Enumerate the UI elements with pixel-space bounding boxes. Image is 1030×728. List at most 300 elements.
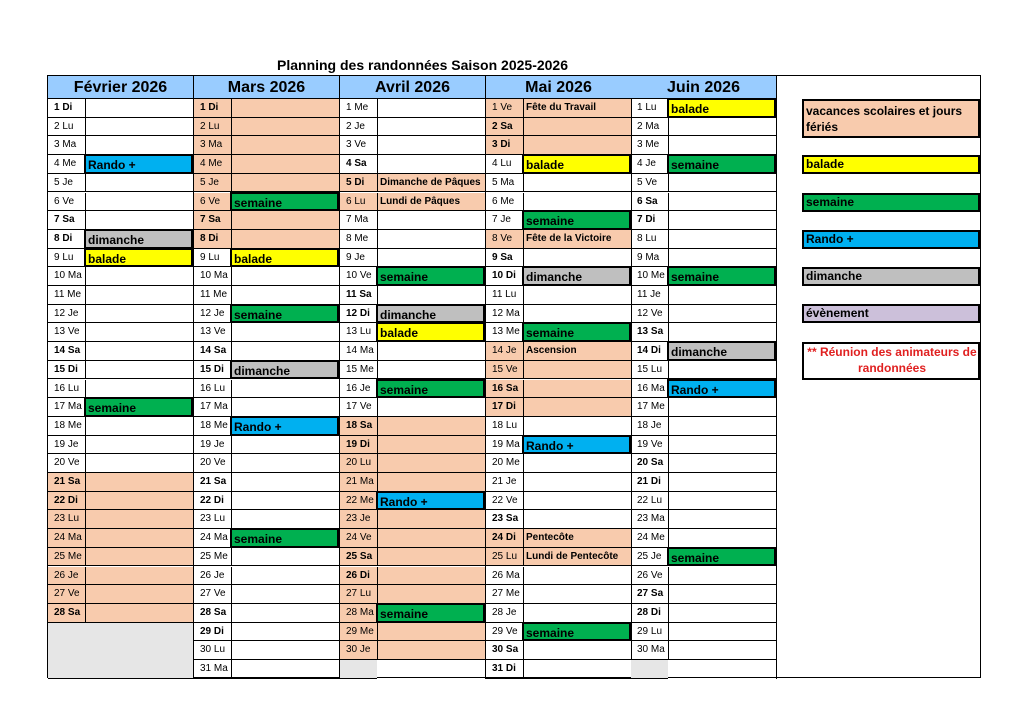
day-label: 15 Me — [346, 363, 374, 375]
day-label: 19 Je — [54, 438, 79, 450]
day-label: 25 Je — [637, 550, 662, 562]
day-label: 9 Lu — [200, 251, 220, 263]
day-row — [340, 436, 485, 455]
day-row — [631, 436, 776, 455]
day-label: 25 Sa — [346, 550, 373, 562]
day-label: 22 Me — [346, 494, 374, 506]
day-row — [340, 267, 485, 286]
day-event-cell — [668, 361, 776, 379]
day-label: 21 Di — [637, 476, 661, 487]
day-label: 11 Lu — [492, 289, 517, 300]
day-label: 1 Lu — [637, 102, 657, 113]
day-label: 10 Ma — [200, 270, 228, 282]
day-row — [486, 342, 631, 361]
day-event: Lundi de Pentecôte — [523, 548, 631, 566]
day-event-cell — [523, 136, 631, 154]
day-event-cell — [231, 567, 339, 585]
day-row — [486, 585, 631, 604]
day-row — [48, 323, 193, 342]
day-row — [631, 286, 776, 305]
day-event-cell — [377, 436, 485, 454]
day-row — [48, 99, 193, 118]
day-event-cell — [668, 286, 776, 304]
day-row — [340, 136, 485, 155]
day-event-cell — [85, 323, 193, 341]
day-label: 21 Je — [492, 476, 517, 487]
day-row — [631, 641, 776, 660]
day-row — [631, 398, 776, 417]
day-event-cell — [85, 267, 193, 285]
day-label: 30 Je — [346, 644, 371, 656]
day-label: 6 Ve — [200, 195, 221, 207]
day-row — [340, 492, 485, 511]
day-label: 18 Sa — [346, 419, 373, 431]
day-event-cell — [85, 361, 193, 379]
day-event: dimanche — [667, 341, 776, 361]
day-label: 5 Ma — [492, 176, 515, 188]
day-event-cell — [377, 454, 485, 472]
day-event: dimanche — [376, 304, 485, 324]
day-label: 4 Lu — [492, 158, 512, 170]
day-label: 22 Di — [54, 494, 78, 506]
day-label: 20 Me — [492, 457, 520, 469]
day-row — [48, 436, 193, 455]
day-event-cell — [523, 473, 631, 491]
day-label: 16 Sa — [492, 382, 519, 394]
day-label: 24 Me — [637, 532, 665, 544]
day-event: dimanche — [230, 360, 339, 380]
day-label: 3 Ve — [346, 139, 367, 151]
day-event-cell — [85, 567, 193, 585]
day-row — [194, 529, 339, 548]
day-row — [194, 305, 339, 324]
day-label: 9 Sa — [492, 251, 513, 263]
day-label: 23 Sa — [492, 513, 519, 525]
legend-item: ** Réunion des animateurs de randonnées — [802, 342, 980, 380]
month-header: Mai 2026 — [486, 76, 632, 99]
day-label: 19 Ve — [637, 438, 663, 450]
day-label: 5 Di — [346, 176, 365, 188]
month-header: Avril 2026 — [340, 76, 486, 99]
day-event-cell — [377, 623, 485, 641]
day-event-cell — [377, 567, 485, 585]
day-row — [340, 567, 485, 586]
day-row — [486, 623, 631, 642]
day-label: 10 Me — [637, 270, 665, 282]
month-header: Juin 2026 — [631, 76, 777, 99]
day-event-cell — [231, 267, 339, 285]
day-label: 2 Lu — [54, 120, 74, 132]
day-event: dimanche — [522, 266, 631, 286]
day-row — [48, 398, 193, 417]
day-label: 17 Ma — [54, 401, 82, 413]
day-label: 11 Me — [200, 289, 228, 300]
month-column — [194, 99, 340, 679]
day-label: 24 Ma — [54, 532, 82, 544]
day-row — [340, 211, 485, 230]
day-event-cell — [377, 286, 485, 304]
day-event-cell — [377, 99, 485, 117]
day-event-cell — [231, 660, 339, 678]
day-event-cell — [377, 361, 485, 379]
day-row — [194, 623, 339, 642]
day-row — [340, 380, 485, 399]
day-row — [486, 510, 631, 529]
day-event-cell — [377, 473, 485, 491]
day-row — [340, 305, 485, 324]
day-row — [486, 323, 631, 342]
day-event-cell — [523, 510, 631, 528]
day-label: 28 Ma — [346, 606, 374, 618]
day-row — [48, 249, 193, 268]
day-label: 6 Lu — [346, 195, 366, 207]
day-event: semaine — [376, 379, 485, 399]
empty-cells — [340, 660, 377, 679]
day-row — [340, 286, 485, 305]
day-row — [194, 342, 339, 361]
day-label: 15 Lu — [637, 363, 663, 375]
day-row — [340, 398, 485, 417]
day-row — [631, 342, 776, 361]
day-label: 3 Ma — [54, 139, 77, 151]
day-event-cell — [668, 436, 776, 454]
day-row — [631, 548, 776, 567]
day-event-cell — [523, 585, 631, 603]
day-label: 26 Je — [54, 569, 79, 581]
day-event-cell — [85, 305, 193, 323]
day-label: 6 Me — [492, 195, 515, 207]
day-event-cell — [85, 436, 193, 454]
day-row — [631, 604, 776, 623]
day-event: semaine — [230, 192, 339, 212]
day-row — [486, 417, 631, 436]
month-column — [486, 99, 632, 679]
day-label: 22 Lu — [637, 494, 663, 506]
day-row — [486, 604, 631, 623]
day-row — [48, 492, 193, 511]
day-label: 16 Je — [346, 382, 371, 394]
day-row — [194, 211, 339, 230]
day-label: 11 Me — [54, 289, 82, 300]
day-label: 21 Ma — [346, 476, 374, 487]
day-event-cell — [523, 174, 631, 192]
day-row — [486, 118, 631, 137]
day-row — [194, 510, 339, 529]
day-label: 18 Lu — [492, 419, 518, 431]
day-label: 19 Je — [200, 438, 225, 450]
day-label: 10 Ma — [54, 270, 82, 282]
day-event-cell — [523, 604, 631, 622]
day-row — [486, 473, 631, 492]
legend-item: dimanche — [802, 267, 980, 286]
day-label: 4 Sa — [346, 158, 367, 170]
day-label: 12 Ve — [637, 307, 663, 319]
day-label: 1 Di — [200, 102, 219, 113]
day-label: 26 Ve — [637, 569, 663, 581]
day-event-cell — [231, 510, 339, 528]
day-row — [48, 267, 193, 286]
day-row — [631, 529, 776, 548]
day-event-cell — [668, 174, 776, 192]
day-label: 19 Di — [346, 438, 370, 450]
day-event-cell — [231, 323, 339, 341]
day-event-cell — [668, 305, 776, 323]
day-label: 1 Me — [346, 102, 369, 113]
day-label: 25 Lu — [492, 550, 518, 562]
day-event: Lundi de Pâques — [377, 193, 485, 211]
day-event: balade — [84, 248, 193, 268]
legend-item: évènement — [802, 304, 980, 323]
day-label: 23 Lu — [54, 513, 80, 525]
day-row — [194, 286, 339, 305]
day-row — [631, 623, 776, 642]
day-row — [631, 267, 776, 286]
day-event: semaine — [84, 397, 193, 417]
day-row — [48, 193, 193, 212]
day-row — [631, 211, 776, 230]
day-row — [631, 99, 776, 118]
day-label: 24 Di — [492, 532, 516, 544]
day-row — [631, 118, 776, 137]
day-label: 13 Ve — [200, 326, 226, 338]
day-row — [486, 99, 631, 118]
day-row — [486, 492, 631, 511]
day-row — [486, 454, 631, 473]
day-label: 1 Ve — [492, 102, 513, 113]
day-row — [631, 230, 776, 249]
day-label: 28 Sa — [54, 606, 81, 618]
day-label: 7 Ma — [346, 214, 369, 226]
day-label: 14 Sa — [200, 345, 227, 357]
day-label: 14 Je — [492, 345, 517, 357]
day-label: 5 Je — [200, 176, 219, 188]
day-label: 31 Ma — [200, 663, 228, 674]
legend-item: vacances scolaires et jours fériés — [802, 99, 980, 138]
day-label: 3 Di — [492, 139, 511, 151]
day-event-cell — [668, 323, 776, 341]
day-row — [486, 136, 631, 155]
day-event-cell — [377, 136, 485, 154]
day-event-cell — [668, 492, 776, 510]
day-event: Fête de la Victoire — [523, 230, 631, 248]
day-label: 5 Ve — [637, 176, 658, 188]
month-header: Mars 2026 — [194, 76, 340, 99]
day-event-cell — [85, 136, 193, 154]
day-row — [486, 641, 631, 660]
day-event-cell — [231, 118, 339, 136]
day-row — [194, 230, 339, 249]
day-label: 12 Je — [54, 307, 79, 319]
day-event: balade — [230, 248, 339, 268]
day-label: 27 Ve — [200, 588, 226, 600]
day-event: Rando + — [667, 379, 776, 399]
day-event-cell — [231, 585, 339, 603]
day-label: 10 Di — [492, 270, 516, 282]
day-row — [486, 660, 631, 679]
day-label: 26 Ma — [492, 569, 520, 581]
day-row — [486, 380, 631, 399]
day-row — [194, 548, 339, 567]
day-label: 29 Lu — [637, 625, 663, 637]
day-row — [486, 529, 631, 548]
day-event-cell — [85, 380, 193, 398]
day-row — [48, 417, 193, 436]
day-label: 29 Di — [200, 625, 224, 637]
day-row — [48, 585, 193, 604]
day-row — [340, 361, 485, 380]
day-row — [486, 249, 631, 268]
day-row — [194, 174, 339, 193]
day-event-cell — [523, 380, 631, 398]
day-event-cell — [668, 193, 776, 211]
day-label: 6 Sa — [637, 195, 658, 207]
day-label: 26 Je — [200, 569, 225, 581]
day-row — [194, 567, 339, 586]
day-row — [340, 623, 485, 642]
day-row — [48, 342, 193, 361]
day-row — [486, 267, 631, 286]
day-label: 20 Lu — [346, 457, 372, 469]
day-row — [486, 286, 631, 305]
day-row — [631, 454, 776, 473]
day-label: 8 Di — [200, 232, 219, 244]
day-row — [194, 193, 339, 212]
day-label: 24 Ma — [200, 532, 228, 544]
day-label: 2 Je — [346, 120, 365, 132]
day-event-cell — [668, 211, 776, 229]
day-event: Pentecôte — [523, 529, 631, 547]
day-label: 27 Sa — [637, 588, 664, 600]
day-event: semaine — [667, 154, 776, 174]
day-row — [194, 155, 339, 174]
day-row — [194, 398, 339, 417]
day-row — [631, 323, 776, 342]
day-label: 17 Ma — [200, 401, 228, 413]
day-label: 23 Ma — [637, 513, 665, 525]
day-label: 12 Di — [346, 307, 370, 319]
day-event-cell — [85, 548, 193, 566]
day-label: 8 Lu — [637, 232, 657, 244]
day-event-cell — [231, 342, 339, 360]
day-event-cell — [668, 473, 776, 491]
day-event-cell — [523, 417, 631, 435]
day-event: semaine — [667, 266, 776, 286]
day-label: 20 Ve — [54, 457, 80, 469]
day-row — [340, 641, 485, 660]
day-label: 27 Me — [492, 588, 520, 600]
day-row — [631, 567, 776, 586]
day-row — [631, 136, 776, 155]
day-label: 13 Sa — [637, 326, 664, 338]
day-label: 31 Di — [492, 663, 516, 674]
day-event-cell — [377, 529, 485, 547]
day-row — [486, 548, 631, 567]
legend-item: Rando + — [802, 230, 980, 249]
day-label: 19 Ma — [492, 438, 520, 450]
day-row — [486, 174, 631, 193]
day-event-cell — [668, 567, 776, 585]
month-column — [48, 99, 194, 679]
day-event-cell — [668, 398, 776, 416]
day-label: 10 Ve — [346, 270, 372, 282]
month-header: Février 2026 — [48, 76, 194, 99]
day-label: 21 Sa — [54, 476, 81, 487]
day-label: 16 Ma — [637, 382, 665, 394]
day-event-cell — [231, 604, 339, 622]
day-label: 14 Ma — [346, 345, 374, 357]
day-event-cell — [523, 398, 631, 416]
day-event-cell — [231, 380, 339, 398]
day-event-cell — [377, 548, 485, 566]
day-label: 8 Me — [346, 232, 369, 244]
day-row — [340, 604, 485, 623]
day-row — [486, 211, 631, 230]
day-label: 20 Ve — [200, 457, 226, 469]
day-row — [340, 342, 485, 361]
day-event-cell — [85, 529, 193, 547]
day-row — [194, 267, 339, 286]
day-label: 1 Di — [54, 102, 73, 113]
day-event: Rando + — [522, 435, 631, 455]
day-label: 25 Me — [54, 550, 82, 562]
day-label: 8 Ve — [492, 232, 513, 244]
day-row — [48, 454, 193, 473]
day-row — [486, 155, 631, 174]
page-title: Planning des randonnées Saison 2025-2026 — [277, 57, 568, 73]
day-event-cell — [668, 417, 776, 435]
day-label: 7 Sa — [54, 214, 75, 226]
day-row — [48, 136, 193, 155]
day-row — [340, 155, 485, 174]
day-row — [194, 436, 339, 455]
day-event-cell — [85, 585, 193, 603]
day-label: 2 Sa — [492, 120, 513, 132]
day-row — [631, 585, 776, 604]
day-row — [340, 454, 485, 473]
day-row — [631, 361, 776, 380]
day-event-cell — [85, 604, 193, 622]
empty-cells — [631, 660, 668, 679]
day-event-cell — [85, 417, 193, 435]
day-event-cell — [523, 660, 631, 678]
day-label: 15 Ve — [492, 363, 518, 375]
day-event-cell — [668, 249, 776, 267]
day-event-cell — [85, 492, 193, 510]
day-row — [194, 118, 339, 137]
day-row — [48, 155, 193, 174]
day-event-cell — [668, 230, 776, 248]
day-event-cell — [231, 492, 339, 510]
day-row — [194, 473, 339, 492]
day-label: 11 Je — [637, 289, 661, 300]
day-event: Ascension — [523, 342, 631, 360]
day-label: 28 Je — [492, 606, 517, 618]
day-event: Rando + — [84, 154, 193, 174]
day-event: semaine — [230, 528, 339, 548]
day-event-cell — [523, 567, 631, 585]
day-row — [340, 230, 485, 249]
legend-item: balade — [802, 155, 980, 174]
day-row — [486, 193, 631, 212]
day-event: balade — [667, 98, 776, 118]
day-event-cell — [231, 641, 339, 659]
day-row — [48, 380, 193, 399]
day-event-cell — [668, 510, 776, 528]
legend-item: semaine — [802, 193, 980, 212]
day-label: 24 Ve — [346, 532, 372, 544]
day-event-cell — [668, 118, 776, 136]
day-event-cell — [377, 249, 485, 267]
